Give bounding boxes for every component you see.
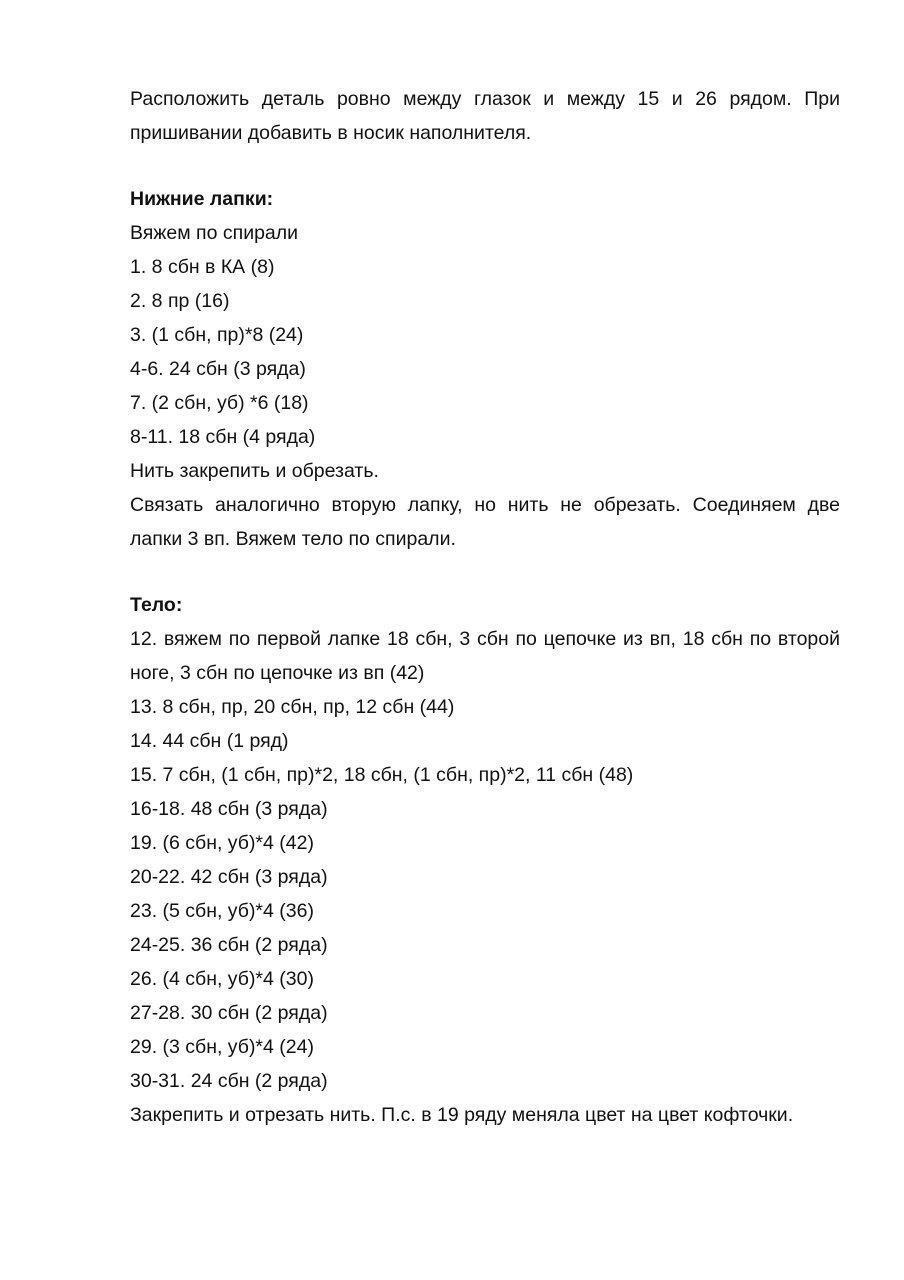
instruction-line: 3. (1 сбн, пр)*8 (24) <box>130 324 304 346</box>
instruction-line: 27-28. 30 сбн (2 ряда) <box>130 1002 328 1024</box>
instruction-line: 26. (4 сбн, уб)*4 (30) <box>130 968 314 990</box>
instruction-line: 12. вяжем по первой лапке 18 сбн, 3 сбн по цепочке из вп, 18 сбн по второй ноге, 3 сбн по цепочке из вп (42) <box>130 628 840 684</box>
body-instructions <box>130 622 840 1132</box>
instruction-line: 7. (2 сбн, уб) *6 (18) <box>130 392 309 414</box>
instruction-line: 24-25. 36 сбн (2 ряда) <box>130 934 328 956</box>
instruction-line: 20-22. 42 сбн (3 ряда) <box>130 866 328 888</box>
body-heading: Тело: <box>130 594 183 616</box>
instruction-line: 4-6. 24 сбн (3 ряда) <box>130 358 306 380</box>
instruction-line: 30-31. 24 сбн (2 ряда) <box>130 1070 328 1092</box>
instruction-line: 13. 8 сбн, пр, 20 сбн, пр, 12 сбн (44) <box>130 696 455 718</box>
legs-heading: Нижние лапки: <box>130 188 274 210</box>
instruction-line: Вяжем по спирали <box>130 222 299 244</box>
instruction-line: 8-11. 18 сбн (4 ряда) <box>130 426 316 448</box>
instruction-line: 29. (3 сбн, уб)*4 (24) <box>130 1036 314 1058</box>
instruction-line: 14. 44 сбн (1 ряд) <box>130 730 289 752</box>
instruction-line: Нить закрепить и обрезать. <box>130 460 379 482</box>
document-page <box>130 82 840 1132</box>
instruction-line: 2. 8 пр (16) <box>130 290 230 312</box>
instruction-line: 19. (6 сбн, уб)*4 (42) <box>130 832 314 854</box>
legs-closing-paragraph: Связать аналогично вторую лапку, но нить не обрезать. Соединяем две лапки 3 вп. Вяжем тело по спирали. <box>130 494 840 550</box>
instruction-line: 16-18. 48 сбн (3 ряда) <box>130 798 328 820</box>
instruction-line: 1. 8 сбн в КА (8) <box>130 256 275 278</box>
legs-instructions <box>130 216 840 556</box>
body-closing-line: Закрепить и отрезать нить. П.с. в 19 ряду меняла цвет на цвет кофточки. <box>130 1104 794 1126</box>
intro-paragraph: Расположить деталь ровно между глазок и между 15 и 26 рядом. При пришивании добавить в носик наполнителя. <box>130 88 840 144</box>
instruction-line: 15. 7 сбн, (1 сбн, пр)*2, 18 сбн, (1 сбн, пр)*2, 11 сбн (48) <box>130 764 634 786</box>
instruction-line: 23. (5 сбн, уб)*4 (36) <box>130 900 314 922</box>
